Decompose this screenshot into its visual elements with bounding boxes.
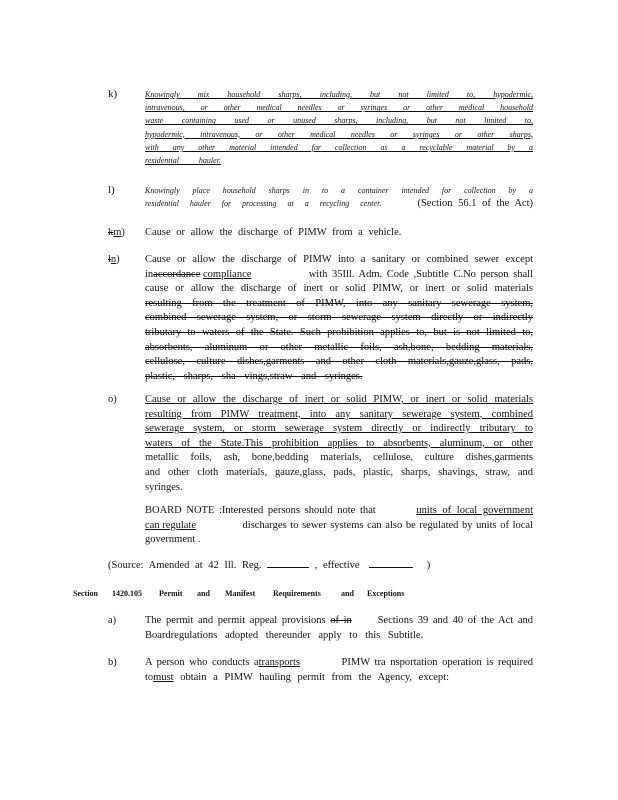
section-title-word: and [341, 589, 354, 598]
register-volume-blank [267, 558, 309, 568]
source-note: (Source: Amended at 42 Ill. Reg. , effective ) [108, 560, 431, 571]
section-word: Section [73, 589, 98, 598]
item-k-line: hypodermic, intravenous, or other medical needles or syringes or other sharps, [145, 129, 533, 139]
subsection-a-line1: The permit and permit appeal provisions of in Sections 39 and 40 of the Act and [145, 615, 533, 626]
item-k-line: Knowingly mix household sharps, including, but not limited to, hypodermic, [145, 90, 533, 99]
item-n-text [145, 253, 533, 384]
item-k-line: waste containing used or unused sharps, including, but not limited to, [145, 116, 533, 126]
subsection-b [108, 656, 533, 686]
item-l-line1: Knowingly place household sharps in to a container intended for collection by a [145, 186, 533, 195]
item-n-line2: inaccordance compliance with 35Ill. Adm. Code ,Subtitle C.No person shall [145, 268, 533, 280]
item-o-plain-line: syringes. [145, 481, 183, 493]
item-m-label: km) [108, 227, 125, 238]
item-o-text [145, 393, 533, 548]
item-k-line: residential hauler. [145, 156, 221, 166]
section-title-word: Manifest [225, 589, 256, 598]
item-o-line4: waters of the State.This prohibition applies to absorbents, aluminum, or other [145, 437, 533, 449]
section-title-word: Permit [159, 589, 183, 598]
item-n-struck-line: plastic, sharps, sha vings,straw and syringes. [145, 370, 363, 382]
item-n-line1: Cause or allow the discharge of PIMW into a sanitary or combined sewer except [145, 254, 533, 265]
item-n-struck-line: cellulose, culture dishes,garments and other cloth materials,gauze,glass, pads, [145, 356, 533, 368]
subsection-a-label: a) [108, 615, 117, 626]
item-n-struck-line: absorbents, aluminum or other metallic foils, ash,bone, bedding materials, [145, 341, 533, 353]
item-l-line2-italic: residential hauler for processing at a recycling center. [145, 199, 382, 209]
item-n [108, 253, 533, 383]
item-k-line: with any other material intended for collection as a recyclable material by a [145, 142, 533, 152]
source-amended-text: (Source: Amended at 42 Ill. Reg. [108, 560, 262, 571]
item-k-line: intravenous, or other medical needles or syringes or other medical household [145, 103, 533, 113]
board-note-line3: government . [145, 534, 201, 546]
item-k-text [145, 88, 533, 167]
item-l-line2 [145, 197, 533, 212]
subsection-a-line2: Boardregulations adopted thereunder apply to this Subtitle. [145, 629, 424, 641]
item-o-underlined-line: resulting from PIMW treatment, into any sanitary sewerage system, combined [145, 408, 533, 420]
item-k [108, 88, 533, 170]
board-note-line1: BOARD NOTE :Interested persons should note that units of local government [145, 505, 533, 517]
item-m-text [145, 226, 533, 241]
item-n-struck-line: tributary to waters of the State. Such prohibition applies to, but is not limited to, [145, 326, 533, 338]
item-m-line: Cause or allow the discharge of PIMW from a vehicle. [145, 227, 402, 238]
effective-date-blank [369, 558, 413, 568]
section-title-word: Exceptions [367, 589, 405, 598]
section-title-word: and [197, 589, 210, 598]
subsection-b-line2: tomust obtain a PIMW hauling permit from the Agency, except: [145, 671, 449, 683]
item-o-plain-line: and other cloth materials, gauze,glass, pads, plastic, sharps, shavings, straw, and [145, 466, 533, 478]
item-o-underlined-line: Cause or allow the discharge of inert or solid PIMW, or inert or solid materials [145, 394, 533, 405]
item-o-plain-line: metallic foils, ash, bone,bedding materials, cellulose, culture dishes,garments [145, 452, 533, 464]
item-n-line3: cause or allow the discharge of inert or solid PIMW, or inert or solid materials [145, 283, 533, 295]
item-n-label: ln) [108, 254, 120, 265]
item-l-act-citation: (Section 56.1 of the Act) [417, 198, 533, 210]
item-l-label: l) [108, 184, 115, 196]
item-k-label: k) [108, 88, 118, 100]
section-title-word: Requirements [273, 589, 321, 598]
item-l [108, 184, 533, 214]
item-o-label: o) [108, 394, 117, 405]
item-n-struck-line: combined sewerage system, or storm sewerage system directly or indirectly [145, 312, 533, 324]
source-effective-text: , effective [314, 560, 360, 571]
section-number: 1420.105 [112, 589, 142, 598]
subsection-b-line1: A person who conducts atransports PIMW tra nsportation operation is required [145, 657, 533, 668]
item-n-struck-line: resulting from the treatment of PIMW, into any sanitary sewerage system, [145, 297, 533, 309]
item-o-underlined-line: sewerage system, or storm sewerage system directly or indirectly tributary to [145, 423, 533, 435]
subsection-b-label: b) [108, 657, 117, 668]
board-note-line2: can regulate discharges to sewer systems can also be regulated by units of local [145, 519, 533, 531]
item-l-text [145, 184, 533, 212]
subsection-a [108, 614, 533, 644]
item-o [108, 393, 533, 553]
item-m [108, 226, 533, 242]
